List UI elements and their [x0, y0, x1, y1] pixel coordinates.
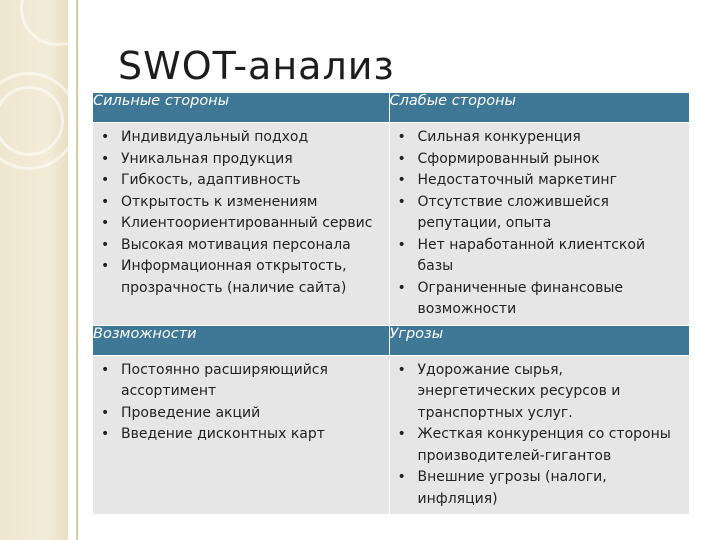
list-item: • Сильная конкуренция	[396, 127, 684, 149]
list-item: • Нет наработанной клиентской базы	[396, 235, 684, 278]
list-item: • Информационная открытость, прозрачность (наличие сайта)	[99, 256, 383, 299]
weaknesses-cell	[389, 123, 689, 326]
slide-title: SWOT-анализ	[118, 44, 395, 88]
list-item: • Внешние угрозы (налоги, инфляция)	[396, 467, 684, 510]
decorative-sidebar	[0, 0, 68, 540]
strengths-header: Сильные стороны	[93, 93, 389, 123]
list-item: • Уникальная продукция	[99, 149, 383, 171]
swot-table	[93, 93, 689, 515]
list-item: • Отсутствие сложившейся репутации, опыта	[396, 192, 684, 235]
list-item: • Удорожание сырья, энергетических ресурсов и транспортных услуг.	[396, 360, 684, 425]
opportunities-cell	[93, 355, 389, 515]
list-item: • Жесткая конкуренция со стороны производителей-гигантов	[396, 424, 684, 467]
swot-body-row	[93, 123, 689, 326]
swot-body-row	[93, 355, 689, 515]
list-item: • Индивидуальный подход	[99, 127, 383, 149]
strengths-cell	[93, 123, 389, 326]
weaknesses-header: Слабые стороны	[389, 93, 689, 123]
list-item: • Ограниченные финансовые возможности	[396, 278, 684, 321]
swot-header-row	[93, 325, 689, 355]
list-item: • Введение дисконтных карт	[99, 424, 383, 446]
list-item: • Недостаточный маркетинг	[396, 170, 684, 192]
threats-header: Угрозы	[389, 325, 689, 355]
list-item: • Гибкость, адаптивность	[99, 170, 383, 192]
sidebar-divider	[76, 0, 78, 540]
threats-cell	[389, 355, 689, 515]
swot-header-row	[93, 93, 689, 123]
list-item: • Открытость к изменениям	[99, 192, 383, 214]
list-item: • Высокая мотивация персонала	[99, 235, 383, 257]
weaknesses-list	[390, 123, 690, 325]
list-item: • Постоянно расширяющийся ассортимент	[99, 360, 383, 403]
opportunities-list	[93, 356, 389, 450]
list-item: • Клиентоориентированный сервис	[99, 213, 383, 235]
list-item: • Сформированный рынок	[396, 149, 684, 171]
decorative-ring-icon	[20, 0, 68, 46]
strengths-list	[93, 123, 389, 303]
list-item: • Проведение акций	[99, 403, 383, 425]
opportunities-header: Возможности	[93, 325, 389, 355]
threats-list	[390, 356, 690, 515]
